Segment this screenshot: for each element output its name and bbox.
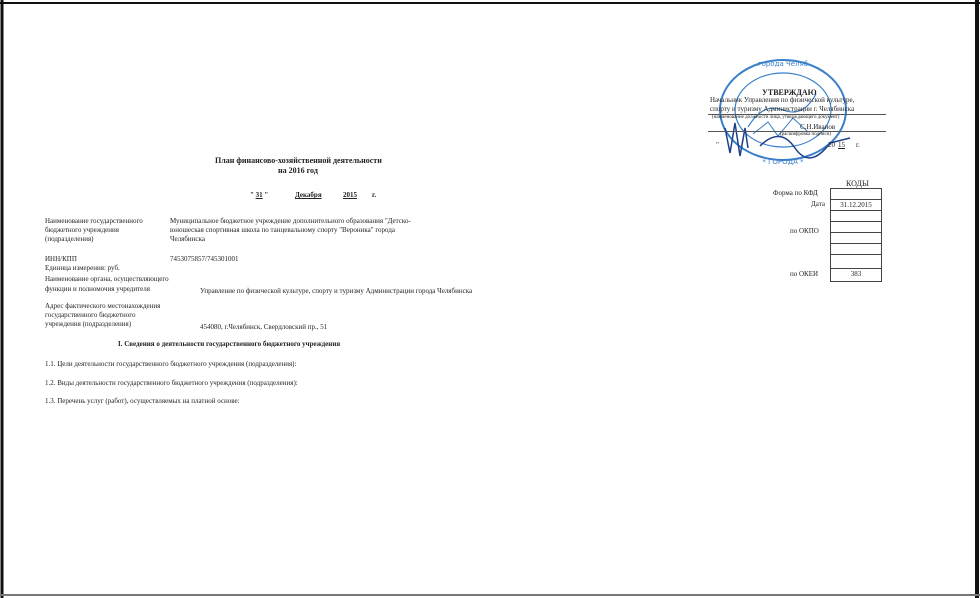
approval-position-line2: спорту и туризму Администрации г. Челябинска: [710, 105, 855, 113]
institution-value-2: юношеская спортивная школа по танцевальному спорту "Вероника" города: [170, 226, 395, 234]
unit-label: Единица измерения: руб.: [45, 264, 120, 272]
date-day-value: 31: [255, 191, 263, 199]
codes-table: [830, 188, 882, 282]
approval-position-line1: Начальник Управления по физической культуре,: [710, 96, 855, 104]
document-title: План финансово-хозяйственной деятельности: [215, 156, 382, 165]
date-label: Дата: [811, 200, 825, 208]
codes-header: КОДЫ: [846, 179, 869, 188]
form-kfd-label: Форма по КФД: [773, 189, 818, 197]
address-label-2: государственного бюджетного: [45, 311, 136, 319]
inn-value: 7453075857/745301001: [170, 255, 239, 263]
inn-label: ИНН/КПП: [45, 255, 77, 263]
founder-label-2: функции и полномочия учредителя: [45, 285, 150, 293]
svg-text:* ГОРОДА *: * ГОРОДА *: [762, 158, 804, 166]
approval-date-year-prefix: 20: [828, 141, 835, 149]
document-year: на 2016 год: [278, 166, 318, 175]
approval-date-suffix: г.: [856, 141, 860, 149]
document-date-suffix: г.: [372, 191, 377, 199]
approval-name: С.Н.Иванов: [800, 123, 836, 131]
founder-value: Управление по физической культуре, спорту и туризму Администрации города Челябинска: [200, 287, 473, 295]
code-okpo: [831, 222, 881, 233]
address-label-3: учреждения (подразделения): [45, 320, 132, 328]
code-empty-1: [831, 211, 881, 222]
code-empty-2: [831, 233, 881, 244]
approval-date-year: 15: [838, 141, 845, 149]
code-empty-3: [831, 244, 881, 255]
institution-label-2: бюджетного учреждения: [45, 226, 119, 234]
address-label-1: Адрес фактического местонахождения: [45, 302, 161, 310]
founder-label-1: Наименование органа, осуществляющего: [45, 275, 169, 283]
approval-position-caption: (наименование должности лица, утверждающего документ): [712, 115, 840, 120]
approval-date-quote: ": [716, 141, 719, 149]
section1-heading: I. Сведения о деятельности государственного бюджетного учреждения: [118, 340, 341, 348]
okpo-label: по ОКПО: [790, 227, 819, 235]
code-date: 31.12.2015: [831, 200, 881, 211]
code-form: [831, 189, 881, 200]
code-empty-4: [831, 255, 881, 269]
svg-text:города Челяб: города Челяб: [757, 60, 809, 68]
institution-label-1: Наименование государственного: [45, 217, 143, 225]
okei-label: по ОКЕИ: [790, 270, 819, 278]
code-okei: 383: [850, 270, 862, 278]
section1-item-1-1: 1.1. Цели деятельности государственного бюджетного учреждения (подразделения):: [45, 360, 297, 368]
signature-caption: (расшифровка подписи): [780, 132, 832, 137]
document-date-day: " 31 ": [250, 191, 269, 199]
approval-title: УТВЕРЖДАЮ: [762, 88, 817, 97]
institution-value-1: Муниципальное бюджетное учреждение дополнительного образования "Детско-: [170, 217, 411, 225]
document-date-month: Декабря: [295, 191, 322, 199]
document-date-year: 2015: [343, 191, 357, 199]
address-value: 454080, г.Челябинск, Свердловский пр., 51: [200, 323, 328, 331]
section1-item-1-3: 1.3. Перечень услуг (работ), осуществляемых на платной основе:: [45, 397, 240, 405]
institution-value-3: Челябинска: [170, 235, 205, 243]
institution-label-3: (подразделения): [45, 235, 94, 243]
section1-item-1-2: 1.2. Виды деятельности государственного бюджетного учреждения (подразделения):: [45, 379, 298, 387]
